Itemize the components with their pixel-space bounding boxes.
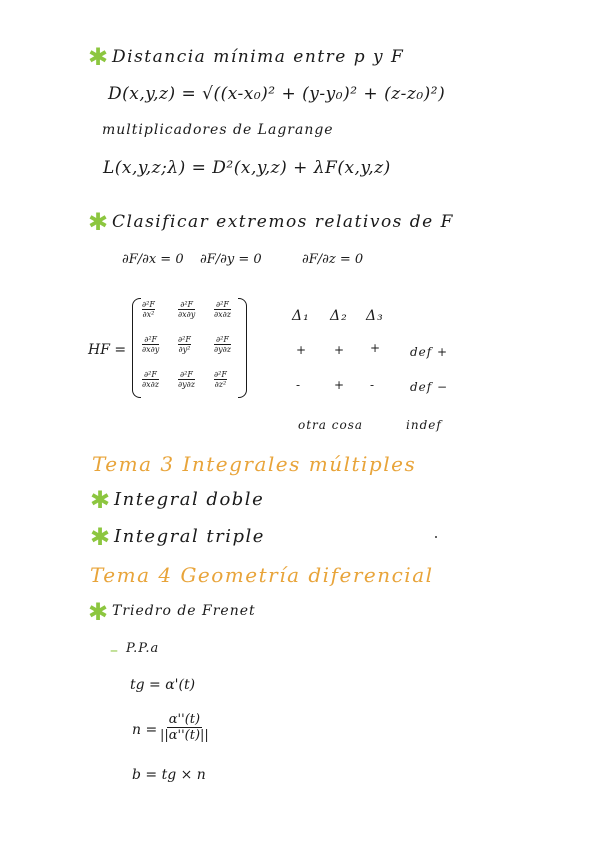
- section-heading: Distancia mínima entre p y F: [112, 47, 405, 67]
- hessian-cell: ∂²F ∂y²: [178, 335, 191, 354]
- dash-icon: –: [110, 640, 118, 659]
- lagrangian-formula: L(x,y,z;λ) = D²(x,y,z) + λF(x,y,z): [103, 158, 391, 178]
- section-heading: Clasificar extremos relativos de F: [112, 212, 454, 232]
- binormal-formula: b = tg × n: [132, 767, 206, 783]
- sign: +: [296, 343, 307, 357]
- list-item: Integral triple: [114, 526, 265, 547]
- list-item: Triedro de Frenet: [112, 603, 256, 619]
- bullet-star-icon: ✱: [88, 598, 109, 626]
- matrix-right-bracket: [238, 298, 247, 398]
- normal-numerator: α''(t): [168, 712, 201, 727]
- sign: +: [334, 378, 345, 392]
- normal-fraction: [160, 712, 209, 743]
- normal-denominator: ||α''(t)||: [160, 728, 209, 743]
- matrix-left-bracket: [132, 298, 141, 398]
- other-label: otra cosa: [298, 418, 364, 432]
- ink-dot: [435, 536, 437, 538]
- sub-item: P.P.a: [126, 641, 160, 656]
- bullet-star-icon: ✱: [88, 208, 109, 236]
- hessian-cell: ∂²F ∂x∂y: [142, 335, 160, 354]
- hessian-cell: ∂²F ∂z²: [214, 370, 227, 389]
- hessian-cell: ∂²F ∂y∂z: [214, 335, 232, 354]
- minor-1: Δ₁: [292, 308, 310, 324]
- hessian-cell: ∂²F ∂x∂z: [142, 370, 159, 389]
- hessian-cell: ∂²F ∂y∂z: [178, 370, 196, 389]
- list-item: Integral doble: [114, 489, 265, 510]
- bullet-star-icon: ✱: [90, 486, 111, 514]
- bullet-star-icon: ✱: [90, 523, 111, 551]
- sign: +: [334, 343, 345, 357]
- gradient-dx: ∂F/∂x = 0: [122, 252, 184, 267]
- tangent-formula: tg = α'(t): [130, 677, 196, 693]
- normal-label: n =: [132, 722, 158, 738]
- hessian-cell: ∂²F ∂x∂y: [178, 300, 196, 319]
- subheading: multiplicadores de Lagrange: [102, 122, 334, 138]
- minor-2: Δ₂: [330, 308, 348, 324]
- minor-3: Δ₃: [366, 308, 384, 324]
- sign: -: [296, 378, 301, 392]
- sign: -: [370, 378, 375, 392]
- hessian-cell: ∂²F ∂x²: [142, 300, 155, 319]
- def-pos-label: def +: [410, 345, 449, 359]
- topic-title: Tema 4 Geometría diferencial: [90, 563, 434, 587]
- gradient-dy: ∂F/∂y = 0: [200, 252, 262, 267]
- indef-label: indef: [406, 418, 442, 432]
- gradient-dz: ∂F/∂z = 0: [302, 252, 364, 267]
- hessian-label: HF =: [88, 342, 127, 358]
- sign: +: [370, 341, 381, 355]
- distance-formula: D(x,y,z) = √((x-x₀)² + (y-y₀)² + (z-z₀)²): [108, 84, 446, 104]
- hessian-cell: ∂²F ∂x∂z: [214, 300, 231, 319]
- def-neg-label: def −: [410, 380, 449, 394]
- bullet-star-icon: ✱: [88, 43, 109, 71]
- topic-title: Tema 3 Integrales múltiples: [92, 452, 417, 476]
